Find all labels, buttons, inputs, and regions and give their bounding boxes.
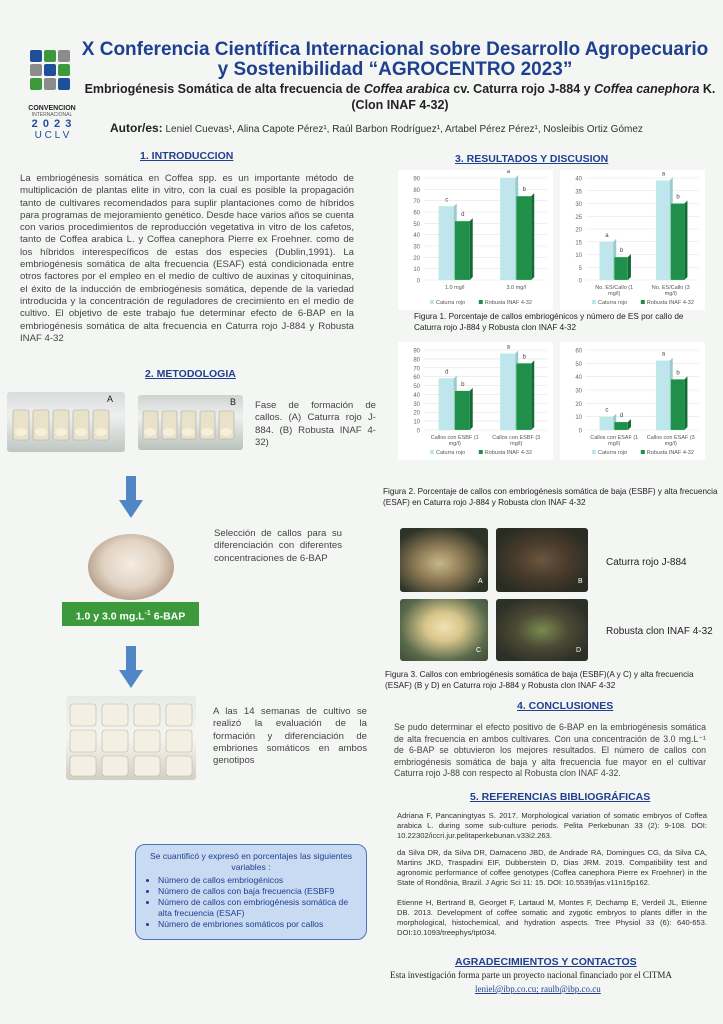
y-tick-label: 70 [413,366,420,373]
logo-org: U C L V [34,130,70,141]
significance-letter: a [661,171,666,178]
results-heading: 3. RESULTADOS Y DISCUSION [455,153,609,165]
variable-item: • Número de callos embriogénicos [158,875,358,886]
ack-heading: AGRADECIMIENTOS Y CONTACTOS [455,956,637,968]
authors-line [110,121,643,135]
legend-label: Caturra rojo [598,300,628,306]
poster-title: X Conferencia Científica Internacional sobre Desarrollo Agropecuario y Sostenibilidad “AGROCENTRO 2023” [81,39,709,80]
bar [455,391,470,430]
y-tick-label: 70 [413,199,420,206]
x-tick-label-line2: mg/l) [448,441,461,447]
y-tick-label: 40 [575,375,582,382]
y-tick-label: 10 [575,415,582,422]
legend-swatch [479,300,483,304]
y-tick-label: 5 [578,265,582,272]
conclusions-heading: 4. CONCLUSIONES [517,700,614,712]
bar [439,378,454,430]
bar [516,363,531,430]
photo-letter: C [476,647,482,654]
y-tick-label: 80 [413,357,420,364]
fig3-label-robusta: Robusta clon INAF 4-32 [606,626,713,637]
legend-label: Robusta INAF 4-32 [646,450,694,456]
legend-label: Robusta INAF 4-32 [484,450,532,456]
conclusions-text: Se pudo determinar el efecto positivo de 6-BAP en la embriogénesis somática de alta frecuencia en ambos cultivares. Con una concentración de 3.0 mg.L⁻¹ de 6-BAP se obtuvieron los mejores resultados. El número de callos con embriogénesis somática de baja y alta frecuencia fue mayor en el cultivar Caturra rojo J-88 con respecto al Robusta clon INAF 4-32. [394,722,706,778]
x-tick-label-line2: mg/l) [664,291,677,297]
significance-letter: d [445,369,449,376]
bar-side [628,254,631,280]
legend-swatch [592,300,596,304]
chart-fig1-es-per-callo [560,170,705,310]
contact-emails[interactable]: leniel@ibp.co.cu; raulb@ibp.co.cu [475,984,601,994]
legend-label: Caturra rojo [436,300,466,306]
fig3-photo-c [400,599,488,661]
subtitle-part: cv. Caturra rojo J-884 y [449,82,595,96]
y-tick-label: 40 [575,176,582,183]
intro-text: La embriogénesis somática en Coffea spp. es un importante método de multiplicación de plantas elite in vitro, con la cual es posible la propagación tanto de cultivares recomendados para suplir plantaciones como de híbridos para programas de mejoramiento genético. Desde hace varios años se cuenta con varios procedimientos de reproducción vegetativa in vitro de los cafetos, tanto de Coffea arabica L. y Coffea canephora Pierre ex Froehner. como de los híbridos interespecíficos de estas dos especies (Dublin,1991). La embriogénesis somática de alta frecuencia (ESAF) está condicionada entre otros factores por el empleo en el medio de cultivo de auxinas y citoquininas, el éxito de la inducción de embriogénesis somática, depende de la variedad introducida y la concentración de reguladores de crecimiento en el medio de cultivo. El objetivo de este trabajo fue determinar efecto de 6-BAP en la embriogénesis somática de alta frecuencia en Caturra rojo J-884 y Robusta INAF 4-32 [20,173,354,344]
legend-label: Caturra rojo [598,450,628,456]
intro-heading: 1. INTRODUCCION [140,150,234,162]
poster-subtitle [80,81,720,113]
y-tick-label: 25 [575,214,582,221]
y-tick-label: 20 [413,410,420,417]
bar-side [628,419,631,430]
y-tick-label: 30 [413,244,420,251]
subtitle-part: Embriogénesis Somática de alta frecuencia de [84,82,364,96]
reference-item: da Silva DR, da Silva DR, Damaceno JBD, de Andrade RA, Domingues CG, da Silva CA, Martins JKD, Traspadini EIF, Dubberstein D, Dias JRM. 2019. Compatibility test and agronomic performance of coffee genotypes (Coffea canephora Pierre ex Froehner) in the State of Rondônia, Brazil. J Agric Sci 11: 15. DOI: 10.5539/jas.v11n15p162. [397,848,707,887]
x-tick-label: Callos con ESBF (1 [430,435,479,441]
fig3-photo-d [496,599,588,661]
y-tick-label: 90 [413,348,420,355]
x-tick-label: Callos con ESBF (3 [492,435,541,441]
bar-side [470,218,473,280]
legend-swatch [641,450,645,454]
method-step2: Selección de callos para su diferenciación con diferentes concentraciones de 6-BAP [214,528,342,564]
bar [671,204,685,281]
y-tick-label: 20 [575,401,582,408]
x-tick-label: Callos con ESAF (3 [646,435,695,441]
bar [600,242,614,280]
y-tick-label: 10 [413,419,420,426]
legend-label: Caturra rojo [436,450,466,456]
significance-letter: d [461,212,465,219]
significance-letter: c [605,407,609,414]
x-tick-label: Callos con ESAF (1 [590,435,639,441]
significance-letter: b [619,248,624,255]
culture-jars-photo [66,696,196,780]
logo-squares-icon [22,48,82,100]
fig2-caption: Figura 2. Porcentaje de callos con embriogénesis somática de baja (ESBF) y alta frecuencia (ESAF) en Caturra rojo J-884 y Robusta clon INAF 4-32 [383,487,718,507]
y-tick-label: 30 [575,388,582,395]
chart-fig2-esbf [398,342,553,460]
significance-letter: a [506,344,510,351]
y-tick-label: 90 [413,176,420,183]
method-step1: Fase de formación de callos. (A) Caturra rojo J-884. (B) Robusta INAF 4-32) [255,400,376,448]
dose-text: 1.0 y 3.0 mg.L [75,610,145,623]
chart-fig2-esaf [560,342,705,460]
bar [614,257,628,280]
x-tick-label: No. ES/Callo (3 [651,285,690,291]
legend-swatch [592,450,596,454]
bar-side [684,376,687,430]
fig3-label-caturra: Caturra rojo J-884 [606,557,687,568]
callus-clump-photo [88,534,174,600]
y-tick-label: 40 [413,392,420,399]
authors-label: Autor/es: [110,121,163,135]
bar [656,181,670,280]
bar [600,417,614,430]
bar [500,178,515,280]
logo-year: 2 0 2 3 [31,118,73,130]
x-tick-label-line2: mg/l) [608,441,621,447]
y-tick-label: 10 [413,267,420,274]
y-tick-label: 10 [575,253,582,259]
callus-photo-a [7,392,125,452]
references-heading: 5. REFERENCIAS BIBLIOGRÁFICAS [470,791,651,803]
ack-text: Esta investigación forma parte un proyecto nacional financiado por el CITMA [390,970,672,980]
bar-side [684,201,687,281]
x-tick-label: No. ES/Callo (1 [595,285,634,291]
x-tick-label-line2: mg/l) [608,291,621,297]
photo-letter: B [578,578,583,585]
significance-letter: d [619,413,624,419]
reference-item: Adriana F, Pancaningtyas S. 2017. Morphological variation of somatic embryos of Coffea arabica L. during some sub-culture periods. Pelita Perkebunan 33 (2): 9-108. DOI: 10.22302/iccri.jur.pelitaperkebunan.v33i2.263. [397,811,707,840]
bar-side [470,388,473,430]
fig3-photo-a [400,528,488,592]
fig3-caption: Figura 3. Callos con embriogénesis somática de baja (ESBF)(A y C) y alta frecuencia (ESAF) (B y D) en Caturra rojo J-884 y Robusta clon INAF 4-32 [385,670,694,690]
dose-end: 6-BAP [150,610,186,623]
significance-letter: a [661,351,666,358]
chart-fig1-callos [398,170,553,310]
variable-item: • Número de callos con baja frecuencia (ESBF9 [158,886,358,897]
significance-letter: b [522,354,526,361]
bar-side [531,360,534,430]
y-tick-label: 30 [413,401,420,408]
jars-icon [66,696,196,780]
legend-label: Robusta INAF 4-32 [484,300,532,306]
bar [455,221,470,280]
method-step3: A las 14 semanas de cultivo se realizó la evaluación de la formación y diferenciación de embriones somáticos en ambos genotipos [213,706,367,767]
significance-letter: b [676,194,680,201]
x-tick-label: 1.0 mg/l [444,285,465,291]
x-tick-label: 3.0 mg/l [506,285,527,291]
logo-line2: INTERNACIONAL [31,112,73,118]
significance-letter: b [522,187,526,194]
x-tick-label-line2: mg/l) [510,441,523,447]
conference-logo [22,48,82,141]
legend-label: Robusta INAF 4-32 [646,300,694,306]
photo-letter-a: A [107,394,114,404]
y-tick-label: 0 [416,428,420,435]
y-tick-label: 60 [413,210,420,217]
variables-box [135,844,367,940]
y-tick-label: 0 [578,428,582,435]
significance-letter: b [676,370,680,377]
bar [656,361,670,430]
subtitle-part: K.(Clon INAF 4-32) [351,82,716,112]
legend-swatch [430,300,434,304]
down-arrow-icon [118,476,144,520]
down-arrow-icon [118,646,144,690]
significance-letter: c [445,197,449,204]
logo-line1: CONVENCION [28,105,76,112]
callus-photo-b [138,395,243,450]
legend-swatch [479,450,483,454]
subtitle-species-2: Coffea canephora [594,82,700,96]
y-tick-label: 60 [413,375,420,382]
fig1-caption: Figura 1. Porcentaje de callos embriogénicos y número de ES por callo de Caturra rojo J-884 y Robusta clon INAF 4-32 [414,312,684,332]
y-tick-label: 20 [413,255,420,262]
dose-sup: -1 [144,610,151,617]
variable-item: • Número de embriones somáticos por callos [158,919,358,930]
y-tick-label: 50 [413,221,420,228]
y-tick-label: 80 [413,187,420,194]
photo-letter-b: B [230,397,237,407]
reference-item: Etienne H, Bertrand B, Georget F, Lartaud M, Montes F, Dechamp E, Verdeil JL, Etienne DB. 2013. Development of coffee somatic and zygotic embryos to plants differ in the morphological, histochemical, and hydration aspects. Tree Physiol 33 (6): 640-653. DOI:10.1093/treephys/tpt034. [397,898,707,937]
bar [614,422,628,430]
bar [516,196,531,280]
bar-side [531,193,534,280]
bar [439,206,454,280]
y-tick-label: 0 [578,278,582,285]
bar [671,379,685,430]
y-tick-label: 35 [575,189,582,196]
subtitle-species-1: Coffea arabica [363,82,450,96]
photo-letter: A [478,578,483,585]
y-tick-label: 50 [413,384,420,391]
significance-letter: b [461,381,465,388]
legend-swatch [430,450,434,454]
variable-item: • Número de callos con embriogénesis somática de alta frecuencia (ESAF) [158,897,358,919]
y-tick-label: 0 [416,278,420,285]
culture-tubes-icon [138,395,243,450]
fig3-photo-b [496,528,588,592]
significance-letter: a [506,170,510,175]
y-tick-label: 20 [575,227,582,234]
photo-letter: D [576,647,582,654]
y-tick-label: 50 [575,361,582,368]
x-tick-label-line2: mg/l) [664,441,677,447]
variables-list [144,875,358,930]
significance-letter: a [605,232,609,239]
y-tick-label: 30 [575,202,582,208]
legend-swatch [641,300,645,304]
y-tick-label: 40 [413,233,420,240]
authors-names: Leniel Cuevas¹, Alina Capote Pérez¹, Raúl Barbon Rodríguez¹, Artabel Pérez Pérez¹, Nosleibis Ortiz Gómez [165,124,643,135]
bar [500,354,515,430]
y-tick-label: 60 [575,348,582,355]
dose-badge [62,602,199,626]
y-tick-label: 15 [575,240,582,247]
method-heading: 2. METODOLOGIA [145,368,236,380]
variables-intro: Se cuantificó y expresó en porcentajes las siguientes variables : [149,851,353,872]
